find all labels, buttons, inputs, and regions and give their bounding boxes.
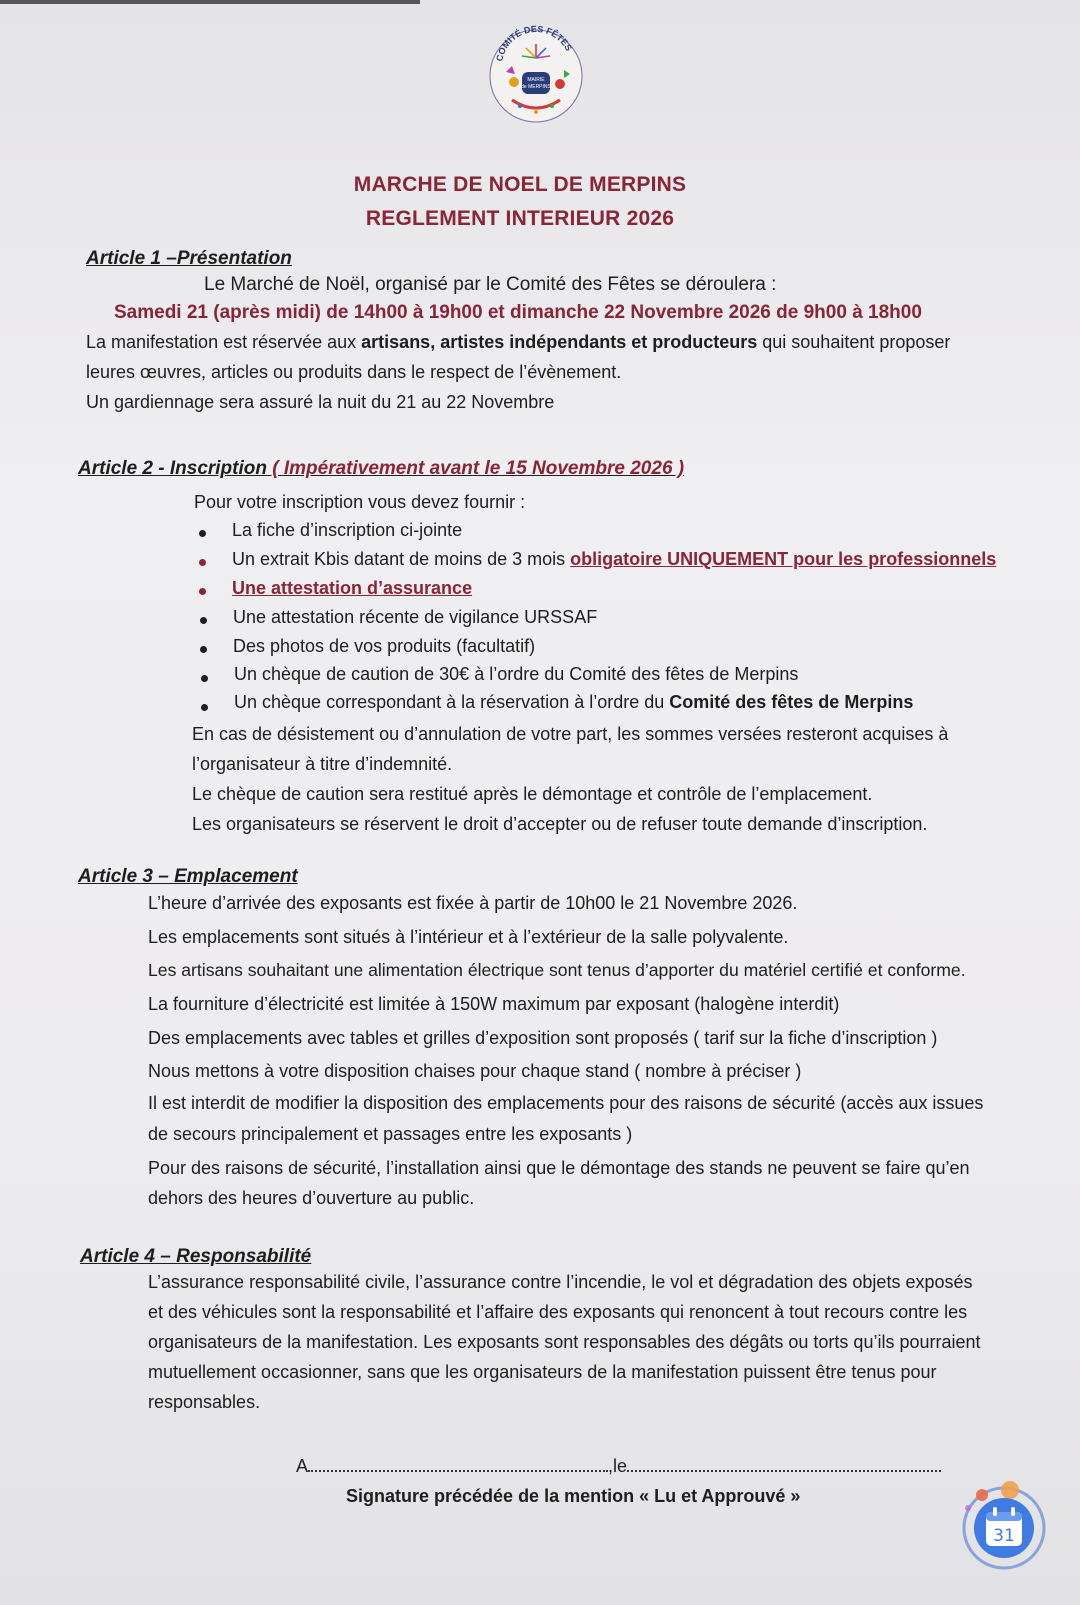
article-2-item-3: Une attestation d’assurance bbox=[232, 578, 473, 598]
article-2-item-7-a: Un chèque correspondant à la réservation à l’ordre du bbox=[234, 692, 670, 712]
article-1-paragraph-2: Un gardiennage sera assuré la nuit du 21 au 22 Novembre bbox=[86, 392, 555, 412]
article-3-line-1: L’heure d’arrivée des exposants est fixée à partir de 10h00 le 21 Novembre 2026. bbox=[148, 893, 798, 913]
bullet-3 bbox=[199, 588, 206, 595]
document-title-line-1: MARCHE DE NOEL DE MERPINS bbox=[353, 173, 687, 196]
article-1-paragraph-1-cont: leures œuvres, articles ou produits dans le respect de l’évènement. bbox=[86, 362, 622, 382]
article-4-line-4: mutuellement occasionner, sans que les organisateurs de la manifestation puissent être tenus pour bbox=[148, 1362, 937, 1382]
signature-date-blank bbox=[627, 1456, 941, 1472]
article-2-item-2-b: obligatoire UNIQUEMENT pour les professionnels bbox=[570, 549, 997, 569]
signature-place-date-line bbox=[296, 1456, 941, 1477]
article-4-line-5: responsables. bbox=[148, 1392, 261, 1412]
article-1-heading: Article 1 –Présentation bbox=[86, 248, 292, 269]
signature-date-prefix: ,le bbox=[608, 1456, 628, 1476]
bullet-5 bbox=[200, 646, 207, 653]
article-2-item-7 bbox=[234, 692, 913, 713]
article-2-item-5: Des photos de vos produits (facultatif) bbox=[233, 636, 536, 656]
article-3-line-5: Des emplacements avec tables et grilles d’exposition sont proposés ( tarif sur la fiche d’inscription ) bbox=[148, 1028, 938, 1048]
bullet-4 bbox=[200, 617, 207, 624]
article-3-line-7: Il est interdit de modifier la disposition des emplacements pour des raisons de sécurité (accès aux issues bbox=[148, 1093, 984, 1113]
article-1-intro: Le Marché de Noël, organisé par le Comité des Fêtes se déroulera : bbox=[204, 274, 777, 295]
signature-place-blank bbox=[308, 1456, 608, 1472]
article-3-line-8: Pour des raisons de sécurité, l’installation ainsi que le démontage des stands ne peuvent se faire qu’en bbox=[148, 1158, 970, 1178]
comite-des-fetes-logo bbox=[484, 22, 588, 126]
document-title-line-2: REGLEMENT INTERIEUR 2026 bbox=[365, 207, 675, 230]
article-3-line-2: Les emplacements sont situés à l’intérieur et à l’extérieur de la salle polyvalente. bbox=[148, 927, 789, 947]
article-1-p1-a: La manifestation est réservée aux bbox=[86, 332, 362, 352]
article-2-item-2-a: Un extrait Kbis datant de moins de 3 mois bbox=[232, 549, 571, 569]
bullet-1 bbox=[199, 530, 206, 537]
calendar-icon[interactable] bbox=[956, 1478, 1048, 1570]
article-2-item-7-b: Comité des fêtes de Merpins bbox=[669, 692, 914, 712]
logo-arc-text: COMITÉ DES FÊTES bbox=[494, 23, 574, 63]
logo-inner-text-2: de MERPINS bbox=[521, 84, 551, 90]
bullet-7 bbox=[201, 704, 208, 711]
page-edge-shadow bbox=[0, 0, 420, 4]
article-2-item-2 bbox=[232, 549, 996, 570]
article-3-line-3: Les artisans souhaitant une alimentation électrique sont tenus d’apporter du matériel certifié et conforme. bbox=[148, 960, 966, 980]
article-2-item-4: Une attestation récente de vigilance URSSAF bbox=[233, 607, 598, 627]
article-2-heading-deadline: ( Impérativement avant le 15 Novembre 2026 ) bbox=[266, 458, 685, 479]
article-3-heading: Article 3 – Emplacement bbox=[78, 866, 298, 887]
article-3-line-6: Nous mettons à votre disposition chaises pour chaque stand ( nombre à préciser ) bbox=[148, 1061, 802, 1081]
article-3-line-8-cont: dehors des heures d’ouverture au public. bbox=[148, 1188, 475, 1208]
article-2-paragraph-2: Le chèque de caution sera restitué après le démontage et contrôle de l’emplacement. bbox=[192, 784, 873, 804]
article-2-heading-main: Article 2 - Inscription bbox=[78, 458, 267, 479]
article-2-paragraph-3: Les organisateurs se réservent le droit d’accepter ou de refuser toute demande d’inscription. bbox=[192, 814, 928, 834]
article-4-line-3: organisateurs de la manifestation. Les exposants sont responsables des dégâts ou torts qu’ils pourraient bbox=[148, 1332, 981, 1352]
article-3-line-4: La fourniture d’électricité est limitée à 150W maximum par exposant (halogène interdit) bbox=[148, 994, 840, 1014]
article-2-paragraph-1-cont: l’organisateur à titre d’indemnité. bbox=[192, 754, 453, 774]
article-2-heading bbox=[78, 458, 684, 480]
signature-caption: Signature précédée de la mention « Lu et Approuvé » bbox=[346, 1486, 801, 1506]
article-1-dates: Samedi 21 (après midi) de 14h00 à 19h00 et dimanche 22 Novembre 2026 de 9h00 à 18h00 bbox=[114, 302, 922, 323]
logo-inner-text-1: MAIRIE bbox=[527, 77, 545, 83]
article-1-p1-b: artisans, artistes indépendants et producteurs bbox=[361, 332, 758, 352]
calendar-day-number: 31 bbox=[993, 1526, 1015, 1546]
article-4-line-2: et des véhicules sont la responsabilité et l’affaire des exposants qui renoncent à tout recours contre les bbox=[148, 1302, 968, 1322]
article-2-item-6: Un chèque de caution de 30€ à l’ordre du Comité des fêtes de Merpins bbox=[234, 664, 799, 684]
article-4-heading: Article 4 – Responsabilité bbox=[80, 1246, 312, 1267]
bullet-6 bbox=[201, 675, 208, 682]
signature-place-prefix: A bbox=[296, 1456, 309, 1476]
article-2-paragraph-1: En cas de désistement ou d’annulation de votre part, les sommes versées resteront acquises à bbox=[192, 724, 949, 744]
article-3-line-7-cont: de secours principalement et passages entre les exposants ) bbox=[148, 1124, 633, 1144]
bullet-2 bbox=[199, 559, 206, 566]
article-2-item-1: La fiche d’inscription ci-jointe bbox=[232, 520, 463, 540]
article-4-line-1: L’assurance responsabilité civile, l’assurance contre l’incendie, le vol et dégradation des objets exposés bbox=[148, 1272, 973, 1292]
article-2-intro: Pour votre inscription vous devez fournir : bbox=[194, 492, 526, 512]
article-1-paragraph-1 bbox=[86, 332, 950, 353]
article-1-p1-c: qui souhaitent proposer bbox=[757, 332, 951, 352]
